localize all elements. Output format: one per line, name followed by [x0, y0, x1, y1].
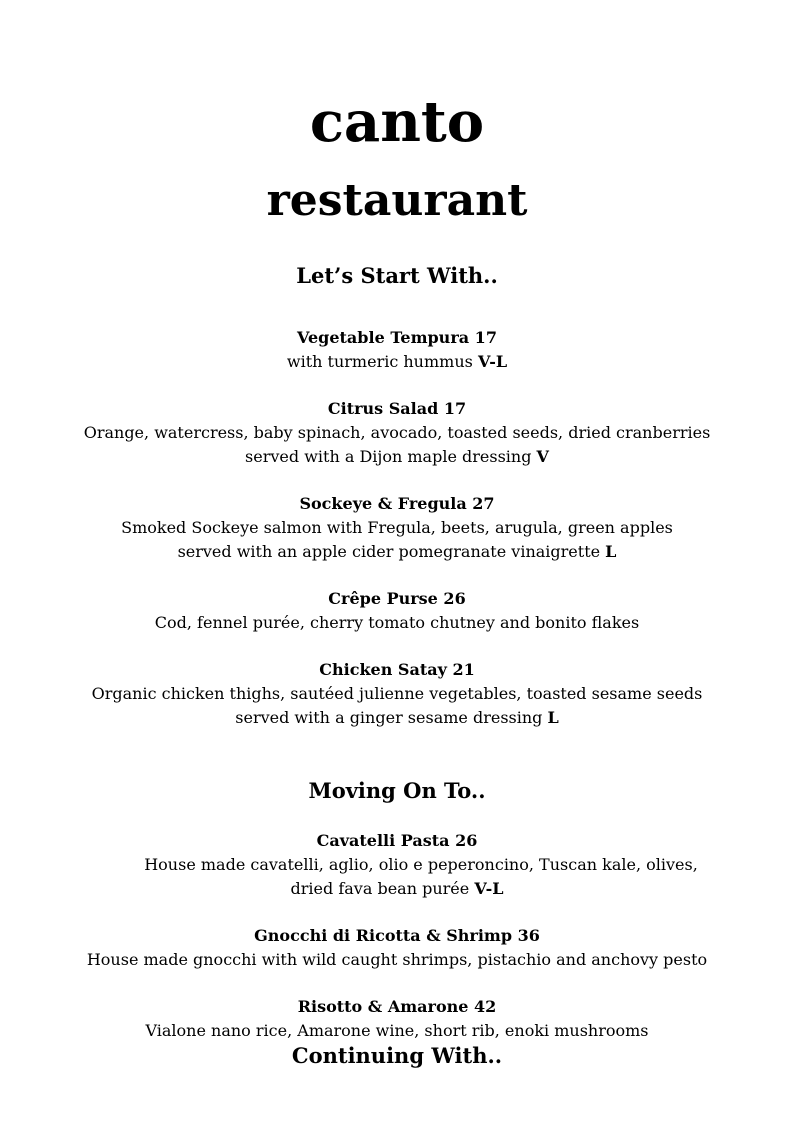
dish-description: House made cavatelli, aglio, olio e peperoncino, Tuscan kale, olives, — [144, 855, 698, 874]
dish-description: served with a Dijon maple dressing V — [245, 447, 549, 466]
dish-description: Vialone nano rice, Amarone wine, short rib, enoki mushrooms — [145, 1021, 649, 1040]
dish-description: with turmeric hummus V-L — [286, 352, 508, 371]
dish-description: House made gnocchi with wild caught shrimps, pistachio and anchovy pesto — [86, 950, 708, 969]
section-title-starters: Let’s Start With.. — [296, 263, 498, 288]
dish-description: served with an apple cider pomegranate vinaigrette L — [177, 542, 617, 561]
section-title-continuing: Continuing With.. — [291, 1043, 503, 1068]
diet-tag: V — [536, 447, 549, 466]
dish-description: Cod, fennel purée, cherry tomato chutney and bonito flakes — [154, 613, 640, 632]
dish-name: Chicken Satay 21 — [319, 660, 475, 679]
diet-tag: L — [605, 542, 617, 561]
section-title-mains: Moving On To.. — [308, 778, 486, 803]
diet-tag: L — [547, 708, 559, 727]
dish-name: Crêpe Purse 26 — [328, 589, 466, 608]
dish-description: served with a ginger sesame dressing L — [235, 708, 559, 727]
dish-name: Gnocchi di Ricotta & Shrimp 36 — [254, 926, 540, 945]
dish-name: Cavatelli Pasta 26 — [316, 831, 478, 850]
dish-description: Smoked Sockeye salmon with Fregula, beets, arugula, green apples — [121, 518, 673, 537]
dish-description: Organic chicken thighs, sautéed julienne vegetables, toasted sesame seeds — [91, 684, 703, 703]
dish-name: Risotto & Amarone 42 — [297, 997, 497, 1016]
diet-tag: V-L — [474, 879, 504, 898]
dish-name: Vegetable Tempura 17 — [297, 328, 497, 347]
dish-name: Sockeye & Fregula 27 — [299, 494, 495, 513]
dish-description: Orange, watercress, baby spinach, avocado, toasted seeds, dried cranberries — [83, 423, 711, 442]
diet-tag: V-L — [477, 352, 508, 371]
restaurant-title-line1: canto — [309, 89, 485, 155]
dish-description: dried fava bean purée V-L — [290, 879, 504, 898]
dish-name: Citrus Salad 17 — [327, 399, 467, 418]
restaurant-title-line2: restaurant — [266, 175, 528, 226]
